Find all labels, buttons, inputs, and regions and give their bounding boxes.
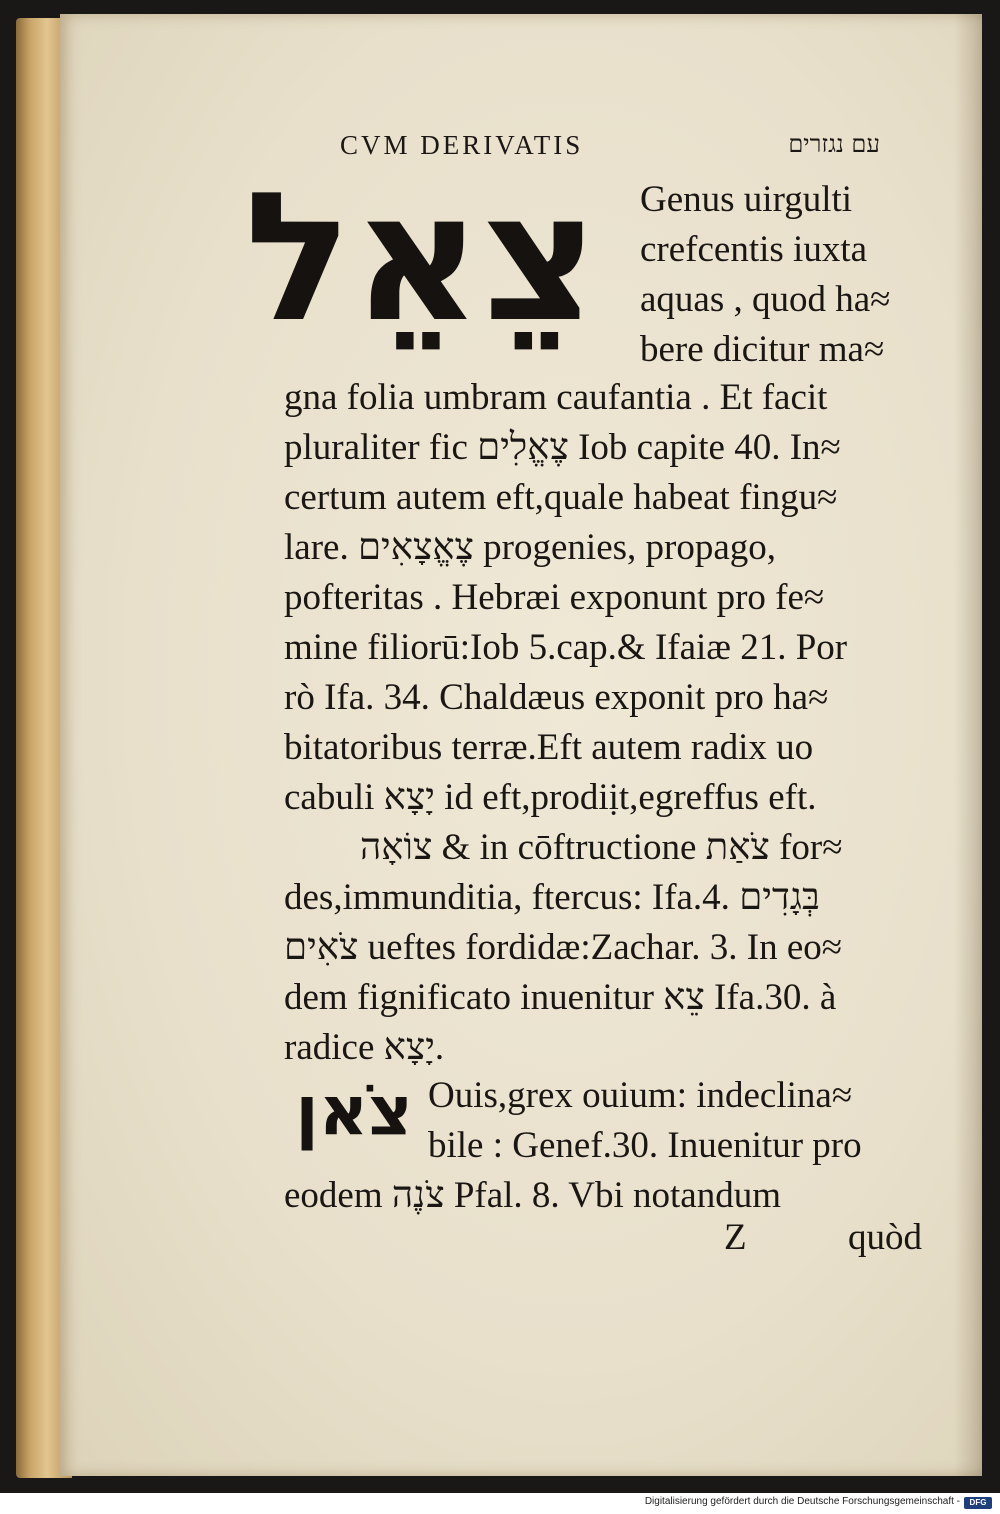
text-line: cabuli יָצָא id eft,prodiịt,egreffus eft.	[284, 777, 817, 818]
headword-tson: צֹאן	[295, 1072, 413, 1151]
text-line: gna folia umbram caufantia . Et facit	[284, 377, 828, 418]
running-head-latin: CVM DERIVATIS	[340, 130, 584, 160]
digitization-credit: Digitalisierung gefördert durch die Deutsche Forschungsgemeinschaft -	[644, 1496, 960, 1507]
text-line: bile : Genef.30. Inuenitur pro	[428, 1125, 862, 1166]
text-line: Genus uirgulti	[640, 179, 853, 220]
text-line: mine filiorū:Iob 5.cap.& Ifaiæ 21. Por	[284, 627, 848, 668]
text-line: pluraliter fic צֶאֱלִים Iob capite 40. In≈	[284, 427, 841, 468]
text-line: bitatoribus terræ.Eft autem radix uo	[284, 727, 814, 768]
text-line: צֹאִים ueftes fordidæ:Zachar. 3. In eo≈	[284, 927, 843, 968]
page-gutter-shadow	[954, 14, 982, 1476]
text-line: dem fignificato inuenitur צֵא Ifa.30. à	[284, 977, 837, 1018]
signature-mark: Z	[724, 1217, 747, 1258]
text-line: crefcentis iuxta	[640, 229, 868, 270]
text-line: radice יָצָא.	[284, 1027, 445, 1068]
text-line: bere dicitur ma≈	[640, 329, 885, 370]
text-line: lare. צֶאֱצָאִים progenies, propago,	[284, 527, 777, 568]
text-line: des,immunditia, ftercus: Ifa.4. בְּגָדִים	[284, 877, 820, 918]
text-line: aquas , quod ha≈	[640, 279, 891, 320]
headword-tseel: צֵאֵל	[244, 154, 598, 361]
dfg-logo: DFG	[964, 1497, 992, 1509]
text-line: rò Ifa. 34. Chaldæus exponit pro ha≈	[284, 677, 829, 718]
text-line: צוֹאָה & in cōftructione צֹאַת for≈	[360, 827, 843, 868]
text-line: Ouis,grex ouium: indeclina≈	[428, 1075, 853, 1116]
text-line: eodem צֹנֶה Pfal. 8. Vbi notandum	[284, 1175, 781, 1216]
catchword: quòd	[848, 1217, 922, 1258]
text-line: certum autem eft,quale habeat fingu≈	[284, 477, 838, 518]
text-line: pofteritas . Hebræi exponunt pro fe≈	[284, 577, 825, 618]
running-head-hebrew: עם נגזרים	[788, 130, 880, 158]
